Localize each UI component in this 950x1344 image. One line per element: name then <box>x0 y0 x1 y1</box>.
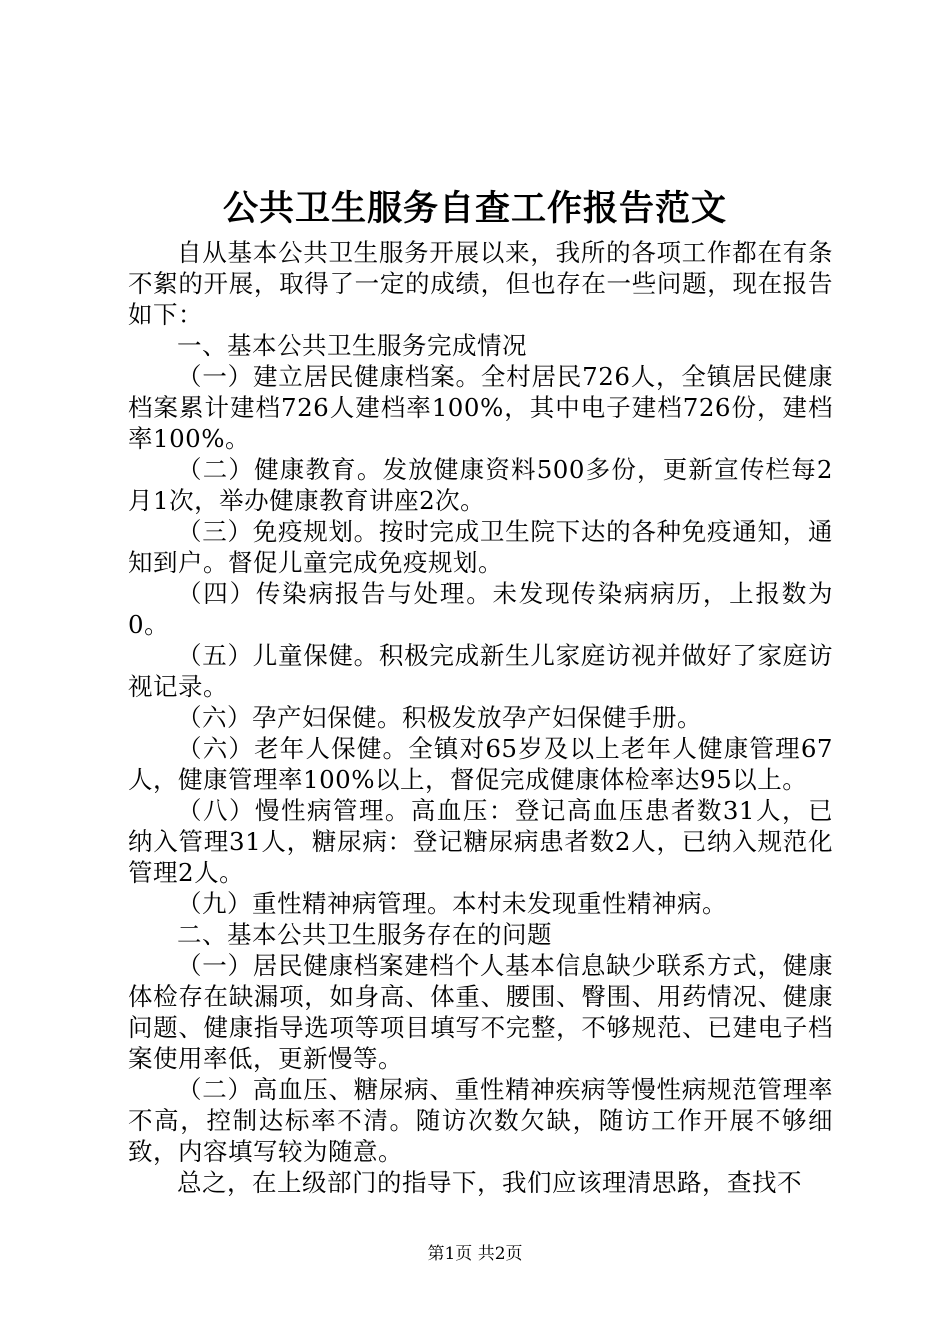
document-title: 公共卫生服务自查工作报告范文 <box>222 188 727 229</box>
page-number-footer: 第1页 共2页 <box>427 1244 523 1264</box>
paragraph-child-health: （五）儿童保健。积极完成新生儿家庭访视并做好了家庭访视记录。 <box>128 641 833 701</box>
paragraph-health-records: （一）建立居民健康档案。全村居民726人，全镇居民健康档案累计建档726人建档率100%，其中电子建档726份，建档率100%。 <box>128 362 833 453</box>
paragraph-problem-records: （一）居民健康档案建档个人基本信息缺少联系方式，健康体检存在缺漏项，如身高、体重、腰围、臀围、用药情况、健康问题、健康指导选项等项目填写不完整，不够规范、已建电子档案使用率低，更新慢等。 <box>128 951 833 1073</box>
paragraph-intro: 自从基本公共卫生服务开展以来，我所的各项工作都在有条不絮的开展，取得了一定的成绩，但也存在一些问题，现在报告如下： <box>128 238 833 329</box>
paragraph-maternal-health: （六）孕产妇保健。积极发放孕产妇保健手册。 <box>177 703 702 732</box>
paragraph-elderly-health: （六）老年人保健。全镇对65岁及以上老年人健康管理67人，健康管理率100%以上，督促完成健康体检率达95以上。 <box>128 734 833 794</box>
paragraph-mental-illness: （九）重性精神病管理。本村未发现重性精神病。 <box>177 889 727 918</box>
paragraph-health-education: （二）健康教育。发放健康资料500多份，更新宣传栏每2月1次，举办健康教育讲座2次。 <box>128 455 833 515</box>
document-body <box>128 237 833 1198</box>
paragraph-chronic-disease: （八）慢性病管理。高血压：登记高血压患者数31人，已纳入管理31人，糖尿病：登记糖尿病患者数2人，已纳入规范化管理2人。 <box>128 796 833 887</box>
section-heading-problems: 二、基本公共卫生服务存在的问题 <box>177 920 552 949</box>
paragraph-immunization: （三）免疫规划。按时完成卫生院下达的各种免疫通知，通知到户。督促儿童完成免疫规划。 <box>128 517 833 577</box>
paragraph-infectious-disease: （四）传染病报告与处理。未发现传染病病历，上报数为0。 <box>128 579 833 639</box>
paragraph-problem-chronic: （二）高血压、糖尿病、重性精神疾病等慢性病规范管理率不高，控制达标率不清。随访次数欠缺，随访工作开展不够细致，内容填写较为随意。 <box>128 1075 833 1166</box>
paragraph-summary: 总之，在上级部门的指导下，我们应该理清思路，查找不 <box>177 1168 802 1197</box>
section-heading-completion: 一、基本公共卫生服务完成情况 <box>177 331 527 360</box>
